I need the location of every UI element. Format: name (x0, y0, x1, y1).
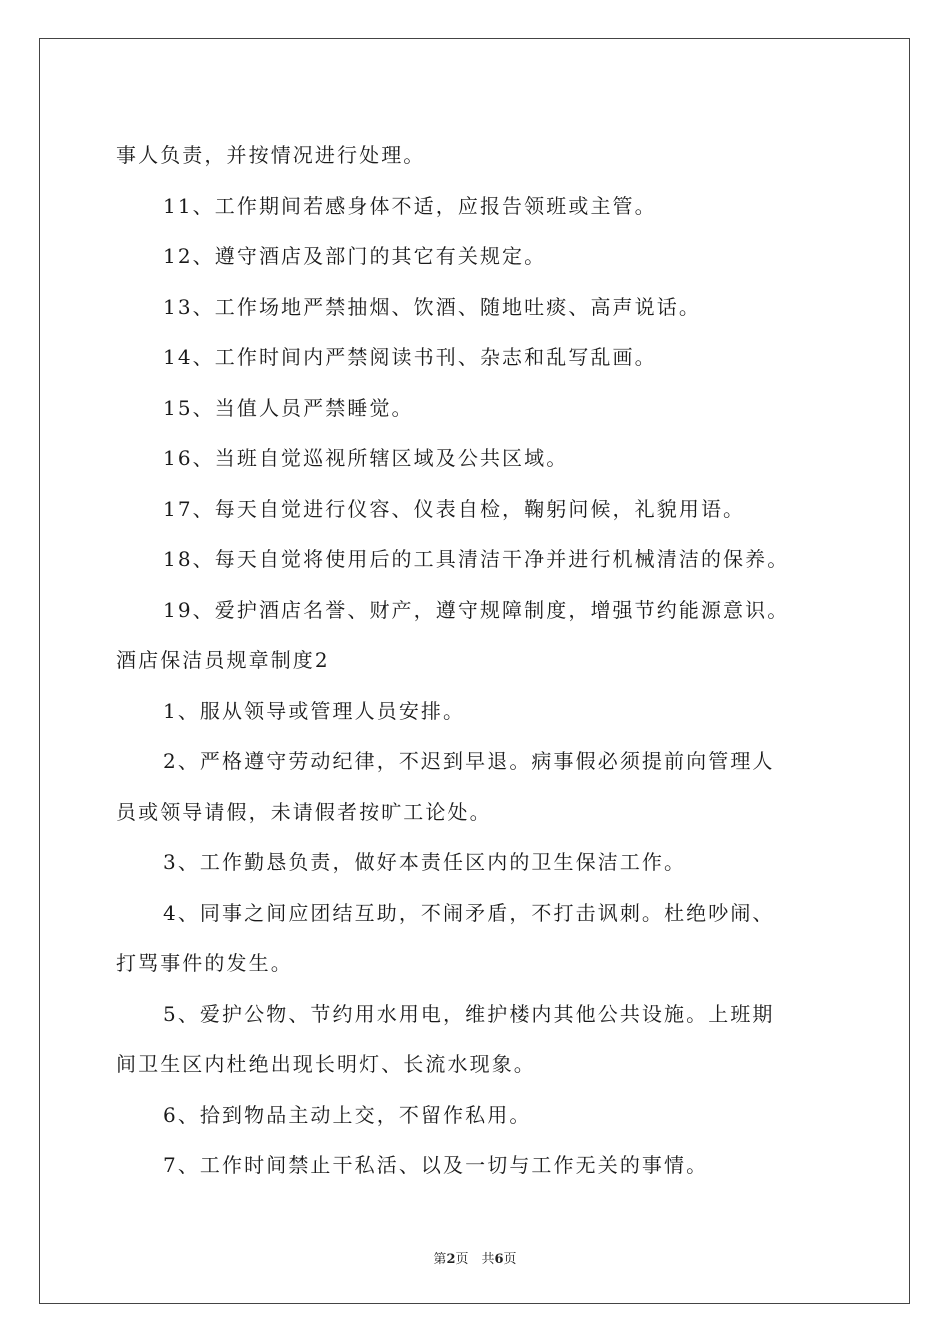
rule-item-4-continued: 打骂事件的发生。 (116, 951, 293, 975)
rule-item-2: 2、严格遵守劳动纪律，不迟到早退。病事假必须提前向管理人 (163, 749, 775, 773)
rule-item-2-continued: 员或领导请假，未请假者按旷工论处。 (116, 799, 492, 824)
rule-item-19: 19、爱护酒店名誉、财产，遵守规障制度，增强节约能源意识。 (163, 597, 790, 622)
rule-item-11: 11、工作期间若感身体不适，应报告领班或主管。 (163, 193, 657, 218)
document-body (116, 130, 846, 1191)
rule-item-3: 3、工作勤恳负责，做好本责任区内的卫生保洁工作。 (163, 850, 687, 874)
rule-item-16: 16、当班自觉巡视所辖区域及公共区域。 (163, 446, 569, 470)
rule-item-5: 5、爱护公物、节约用水用电，维护楼内其他公共设施。上班期 (163, 1001, 775, 1026)
rule-item-14: 14、工作时间内严禁阅读书刊、杂志和乱写乱画。 (163, 345, 657, 369)
footer-mid: 页 共 (455, 1252, 495, 1267)
rule-item-6: 6、拾到物品主动上交，不留作私用。 (163, 1102, 532, 1127)
rule-item-15: 15、当值人员严禁睡觉。 (163, 395, 414, 420)
rule-item-12: 12、遵守酒店及部门的其它有关规定。 (163, 244, 547, 268)
rule-item-4: 4、同事之间应团结互助，不闹矛盾，不打击讽刺。杜绝吵闹、 (163, 900, 775, 925)
total-page-number: 6 (494, 1252, 504, 1267)
current-page-number: 2 (446, 1252, 456, 1267)
rule-item-1: 1、服从领导或管理人员安排。 (163, 698, 466, 723)
rule-item-7: 7、工作时间禁止干私活、以及一切与工作无关的事情。 (163, 1153, 709, 1177)
footer-suffix: 页 (503, 1252, 517, 1267)
page-footer (0, 1248, 950, 1267)
footer-prefix: 第 (433, 1252, 447, 1267)
rule-item-17: 17、每天自觉进行仪容、仪表自检，鞠躬问候，礼貌用语。 (163, 496, 746, 521)
rule-item-13: 13、工作场地严禁抽烟、饮酒、随地吐痰、高声说话。 (163, 294, 701, 319)
text-line-1: 事人负责，并按情况进行处理。 (116, 143, 426, 167)
rule-item-5-continued: 间卫生区内杜绝出现长明灯、长流水现象。 (116, 1052, 536, 1076)
rule-item-18: 18、每天自觉将使用后的工具清洁干净并进行机械清洁的保养。 (163, 547, 790, 571)
section-heading: 酒店保洁员规章制度2 (116, 648, 330, 672)
